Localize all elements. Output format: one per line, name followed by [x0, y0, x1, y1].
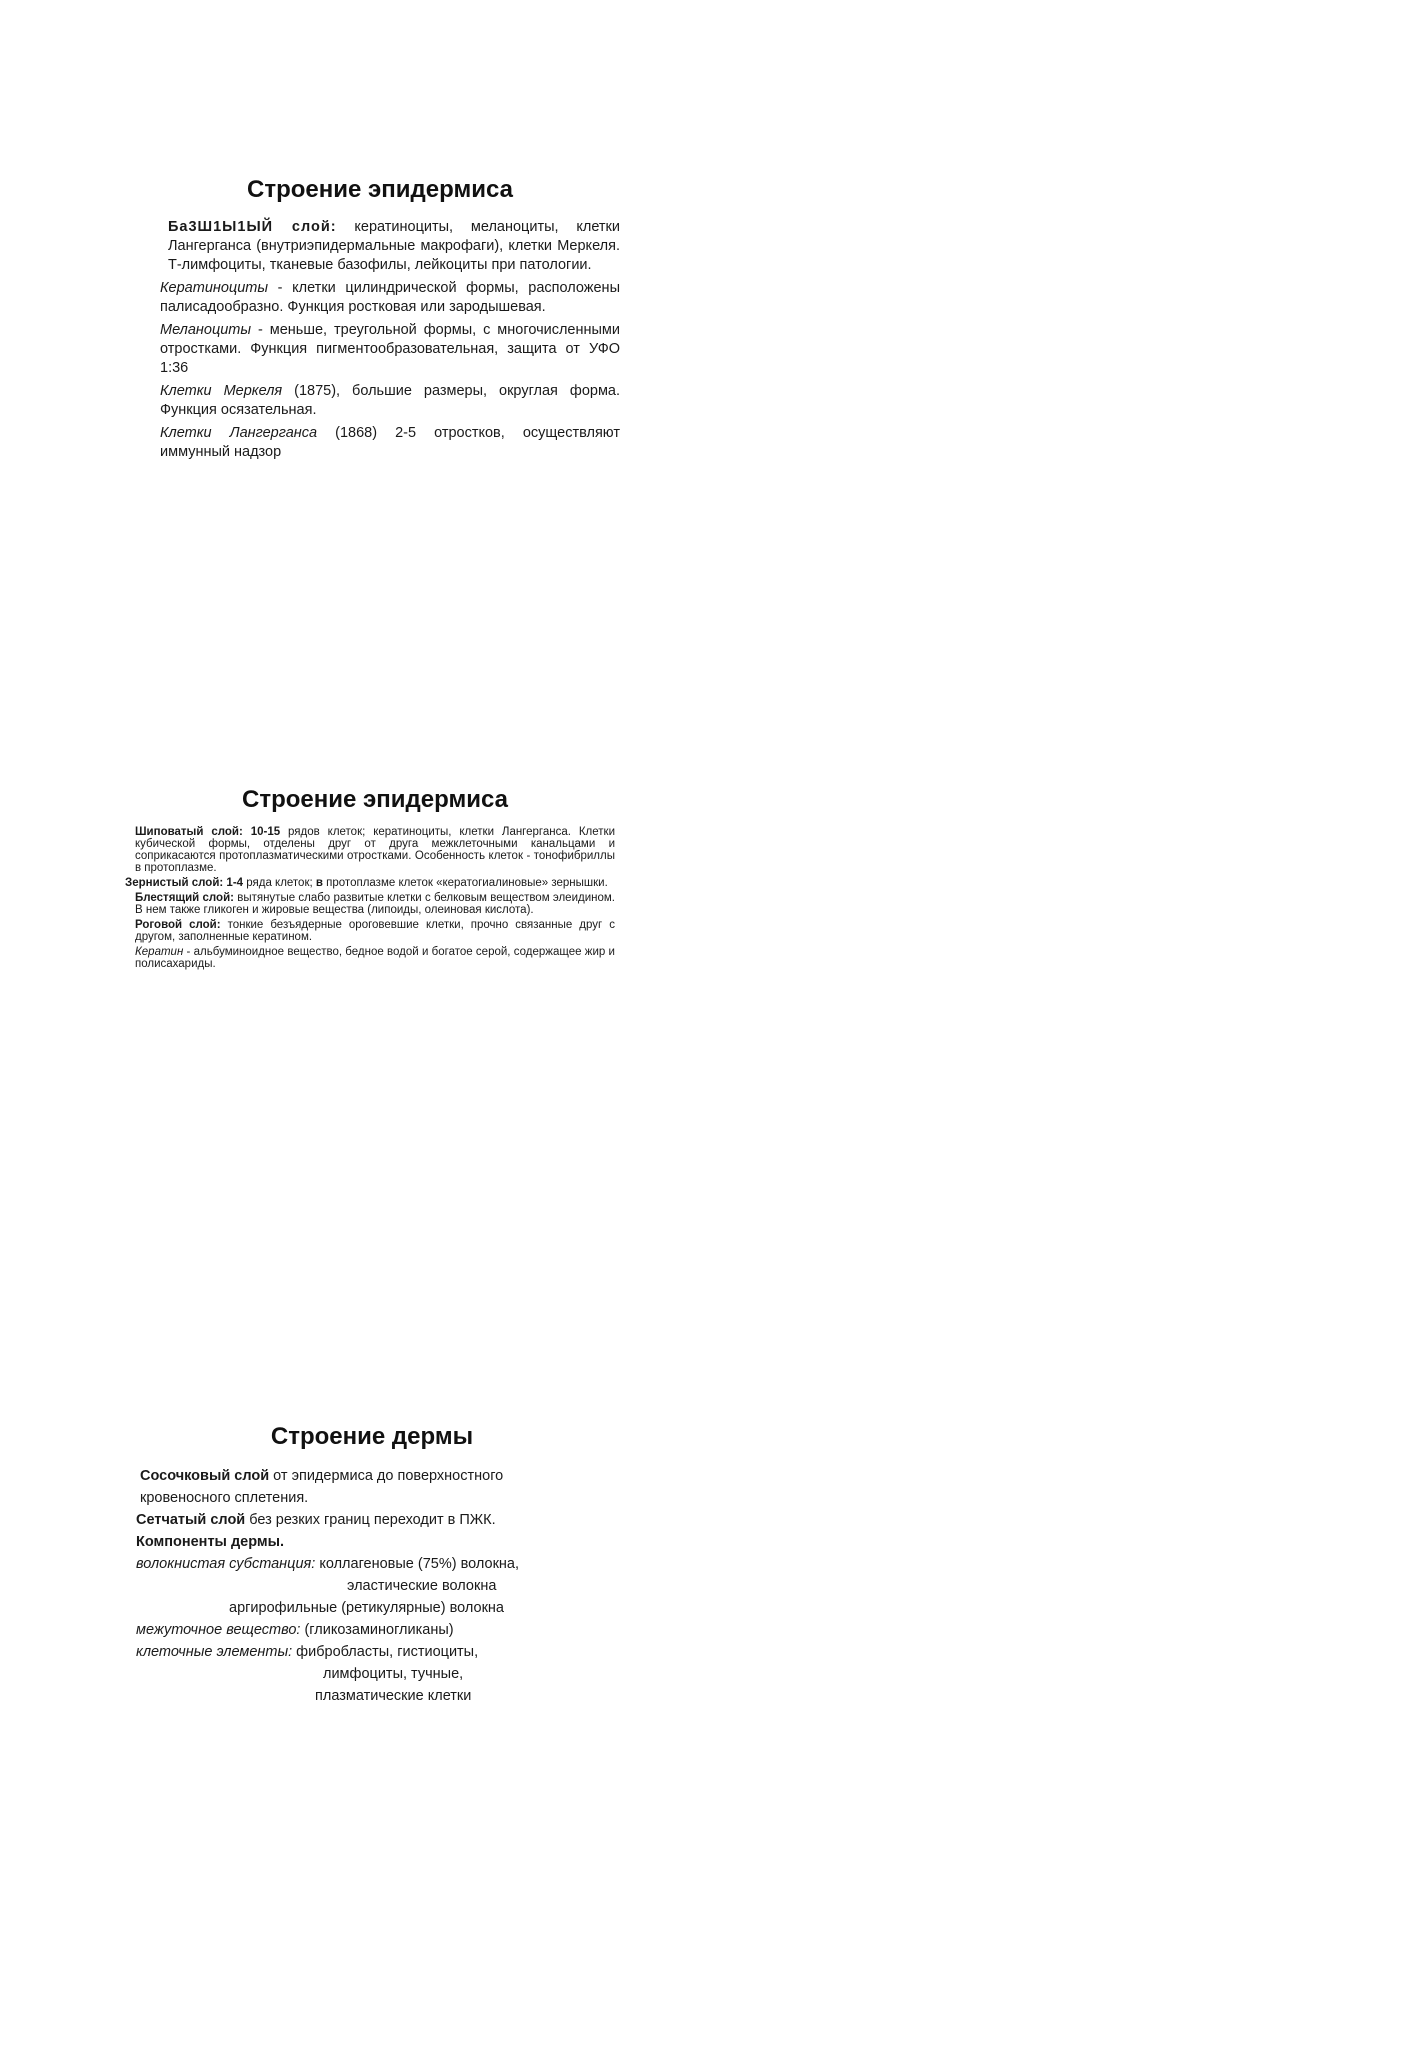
fibrous-label: волокнистая субстанция:: [136, 1556, 316, 1572]
keratinocytes-paragraph: [160, 279, 620, 317]
slide2-title: Строение эпидермиса: [242, 786, 508, 813]
ground-substance-text: (гликозаминогликаны): [300, 1622, 454, 1638]
spinous-layer-text: рядов клеток; кератиноциты, клетки Лангерганса. Клетки кубической формы, отделены друг от друга межклеточными канальцами и соприкасаются протоплазматическими отростками. Особенность клеток - тонофибриллы в протоплазме.: [135, 826, 615, 874]
basal-layer-text: кератиноциты, меланоциты, клетки Лангерганса (внутриэпидермальные макрофаги), клетки Меркеля. Т-лимфоциты, тканевые базофилы, лейкоциты при патологии.: [168, 219, 620, 273]
granular-layer-label: Зернистый слой: 1-4: [125, 877, 244, 889]
melanocytes-label: Меланоциты: [160, 322, 252, 338]
papillary-line-2: кровеносного сплетения.: [140, 1490, 309, 1506]
keratinocytes-label: Кератиноциты: [160, 280, 269, 296]
spinous-layer-label: Шиповатый слой: 10-15: [135, 826, 281, 838]
ground-substance-label: межуточное вещество:: [136, 1622, 301, 1638]
reticular-label: Сетчатый слой: [136, 1512, 246, 1528]
slide3-title: Строение дермы: [270, 1423, 474, 1450]
reticular-text: без резких границ переходит в ПЖК.: [245, 1512, 496, 1528]
fibrous-line: [132, 1553, 552, 1575]
components-heading: Компоненты дермы.: [136, 1534, 285, 1550]
lucid-layer-text: вытянутые слабо развитые клетки с белковым веществом элеидином. В нем также гликоген и жировые вещества (липоиды, олеиновая кислота).: [135, 892, 615, 916]
keratin-paragraph: [125, 946, 615, 970]
keratin-label: Кератин: [135, 946, 184, 958]
merkel-text: (1875), большие размеры, округлая форма. Функция осязательная.: [160, 383, 621, 418]
basal-layer-label: Ба3Ш1Ы1ЫЙ слой:: [168, 219, 337, 235]
slide-epidermis-layers: [125, 786, 615, 973]
papillary-line: [132, 1465, 552, 1487]
melanocytes-paragraph: [160, 321, 620, 378]
granular-layer-paragraph: [125, 877, 615, 889]
horny-layer-paragraph: [125, 919, 615, 943]
argyrophilic-fibers-line: аргирофильные (ретикулярные) волокна: [229, 1600, 504, 1616]
keratinocytes-text: - клетки цилиндрической формы, расположены палисадообразно. Функция ростковая или зародышевая.: [160, 280, 620, 315]
langerhans-text: (1868) 2-5 отростков, осуществляют иммунный надзор: [160, 425, 620, 460]
melanocytes-text: - меньше, треугольной формы, с многочисленными отростками. Функция пигментообразовательная, защита от УФО 1:36: [160, 322, 620, 376]
langerhans-paragraph: [160, 424, 620, 462]
lucid-layer-label: Блестящий слой:: [135, 892, 234, 904]
fibrous-text: коллагеновые (75%) волокна,: [315, 1556, 520, 1572]
langerhans-label: Клетки Лангерганса: [160, 425, 318, 441]
horny-layer-text: тонкие безъядерные ороговевшие клетки, прочно связанные друг с другом, заполненные кератином.: [135, 919, 615, 943]
cellular-elements-label: клеточные элементы:: [136, 1644, 293, 1660]
cellular-elements-line: [132, 1641, 552, 1663]
papillary-text: от эпидермиса до поверхностного: [269, 1468, 504, 1484]
cellular-elements-line-3: плазматические клетки: [315, 1688, 472, 1704]
merkel-label: Клетки Меркеля: [160, 383, 283, 399]
keratin-text: - альбуминоидное вещество, бедное водой и богатое серой, содержащее жир и полисахариды.: [135, 946, 615, 970]
merkel-paragraph: [160, 382, 620, 420]
reticular-line: [132, 1509, 552, 1531]
cellular-elements-line-2: лимфоциты, тучные,: [323, 1666, 464, 1682]
horny-layer-label: Роговой слой:: [135, 919, 221, 931]
papillary-label: Сосочковый слой: [140, 1468, 270, 1484]
slide-dermis: [132, 1423, 552, 1707]
slide1-title: Строение эпидермиса: [247, 176, 513, 203]
granular-layer-text: ряда клеток;: [243, 877, 316, 889]
slide-epidermis-basal: [160, 176, 620, 466]
basal-layer-paragraph: [160, 218, 620, 275]
spinous-layer-paragraph: [125, 826, 615, 874]
granular-layer-bold-v: в: [315, 877, 323, 889]
cellular-elements-text: фибробласты, гистиоциты,: [292, 1644, 479, 1660]
granular-layer-text-2: протоплазме клеток «кератогиалиновые» зернышки.: [322, 877, 608, 889]
ground-substance-line: [132, 1619, 552, 1641]
elastic-fibers-line: эластические волокна: [347, 1578, 497, 1594]
lucid-layer-paragraph: [125, 892, 615, 916]
